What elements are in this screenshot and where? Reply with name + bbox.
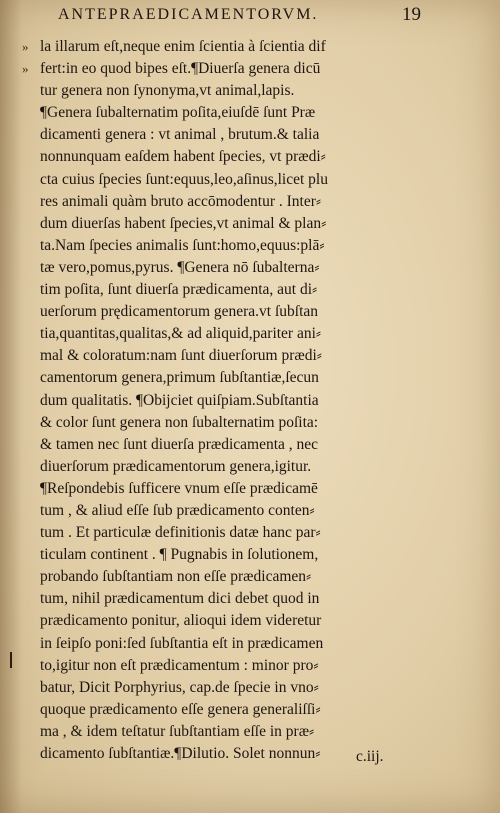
- line-text: ma , & idem teſtatur ſubſtantiam eſſe in præ⸗: [40, 722, 315, 740]
- text-line: [22, 126, 474, 148]
- running-head: ANTEPRAEDICAMENTORVM.: [58, 6, 319, 23]
- line-text: dicamento ſubſtantiæ.¶Dilutio. Solet nonnun⸗: [40, 745, 321, 762]
- text-line: [22, 171, 474, 193]
- line-text: & color ſunt genera non ſubalternatim poſita:: [40, 413, 319, 431]
- line-text: tia,quantitas,qualitas,& ad aliquid,pariter ani⸗: [40, 325, 322, 343]
- line-text: in ſeipſo poni:ſed ſubſtantia eſt in prædicamen: [40, 634, 324, 652]
- line-text: cta cuius ſpecies ſunt:equus,leo,aſinus,licet plu: [40, 170, 328, 188]
- page-number: 19: [402, 4, 421, 25]
- line-text: mal & coloratum:nam ſunt diuerſorum prædi⸗: [40, 347, 322, 365]
- text-line: [22, 745, 474, 767]
- line-text: dum diuerſas habent ſpecies,vt animal & plan⸗: [40, 214, 327, 232]
- line-text: diuerſorum prædicamentorum genera,igitur.: [40, 457, 312, 475]
- text-line: [22, 524, 474, 546]
- text-line: [22, 347, 474, 369]
- line-text: tim poſita, ſunt diuerſa prædicamenta, aut di⸗: [40, 281, 318, 299]
- text-line: [22, 546, 474, 568]
- text-line: [22, 82, 474, 104]
- line-text: ¶Reſpondebis ſufficere vnum eſſe prædicamē: [40, 479, 318, 497]
- text-line: [22, 568, 474, 590]
- line-text: tum . Et particulæ definitionis datæ hanc par⸗: [40, 524, 321, 542]
- signature-mark: c.iij.: [356, 748, 384, 765]
- text-line: [22, 303, 474, 325]
- line-text: ¶Genera ſubalternatim poſita,eiuſdē ſunt Præ: [40, 104, 316, 122]
- text-line: [22, 104, 474, 126]
- margin-quote-mark: »: [22, 61, 29, 77]
- line-text: tur genera non ſynonyma,vt animal,lapis.: [40, 82, 295, 100]
- text-line: [22, 679, 474, 701]
- line-text: ta.Nam ſpecies animalis ſunt:homo,equus:plā⸗: [40, 236, 325, 254]
- line-text: res animali quàm bruto accōmodentur . Inter⸗: [40, 192, 322, 210]
- line-text: quoque prædicamento eſſe genera generaliſſi⸗: [40, 700, 321, 718]
- margin-rule-mark: [10, 652, 12, 668]
- text-line: [22, 193, 474, 215]
- text-line: [22, 657, 474, 679]
- text-line: [22, 281, 474, 303]
- text-line: [22, 723, 474, 745]
- text-line: [22, 436, 474, 458]
- line-text: tum , & aliud eſſe ſub prædicamento conten⸗: [40, 501, 315, 519]
- text-line: [22, 480, 474, 502]
- line-text: prædicamento ponitur, alioqui idem videretur: [40, 612, 322, 630]
- line-text: dicamenti genera : vt animal , brutum.& talia: [40, 126, 320, 144]
- line-text: tæ vero,pomus,pyrus. ¶Genera nō ſubalterna⸗: [40, 258, 320, 276]
- line-text: nonnunquam eaſdem habent ſpecies, vt prædi⸗: [40, 148, 326, 166]
- text-line: [22, 38, 474, 60]
- text-line: [22, 259, 474, 281]
- text-line: [22, 590, 474, 612]
- line-text: tum, nihil prædicamentum dici debet quod in: [40, 590, 320, 608]
- text-line: [22, 215, 474, 237]
- line-text: to,igitur non eſt prædicamentum : minor pro⸗: [40, 656, 319, 674]
- line-text: dum qualitatis. ¶Obijciet quiſpiam.Subſtantia: [40, 391, 319, 409]
- text-line: [22, 369, 474, 391]
- text-line: [22, 237, 474, 259]
- line-text: & tamen nec ſunt diuerſa prædicamenta , nec: [40, 435, 319, 453]
- text-line: [22, 458, 474, 480]
- text-line: [22, 148, 474, 170]
- text-line: [22, 502, 474, 524]
- text-line: [22, 701, 474, 723]
- line-text: batur, Dicit Porphyrius, cap.de ſpecie in vno⸗: [40, 678, 319, 696]
- text-block: [22, 38, 474, 767]
- margin-quote-mark: »: [22, 39, 29, 54]
- text-line: [22, 325, 474, 347]
- line-text: uerſorum prędicamentorum genera.vt ſubſtan: [40, 303, 319, 321]
- text-line: [22, 635, 474, 657]
- text-line: [22, 414, 474, 436]
- gutter-shadow: [0, 0, 22, 813]
- line-text: la illarum eſt,neque enim ſcientia à ſcientia dif: [40, 38, 326, 55]
- line-text: camentorum genera,primum ſubſtantiæ,ſecun: [40, 369, 319, 387]
- text-line: [22, 392, 474, 414]
- text-line: [22, 612, 474, 634]
- text-line: [22, 60, 474, 82]
- line-text: fert:in eo quod bipes eſt.¶Diuerſa genera dicū: [40, 60, 321, 78]
- line-text: probando ſubſtantiam non eſſe prædicamen⸗: [40, 568, 312, 586]
- line-text: ticulam continent . ¶ Pugnabis in ſolutionem,: [40, 546, 319, 564]
